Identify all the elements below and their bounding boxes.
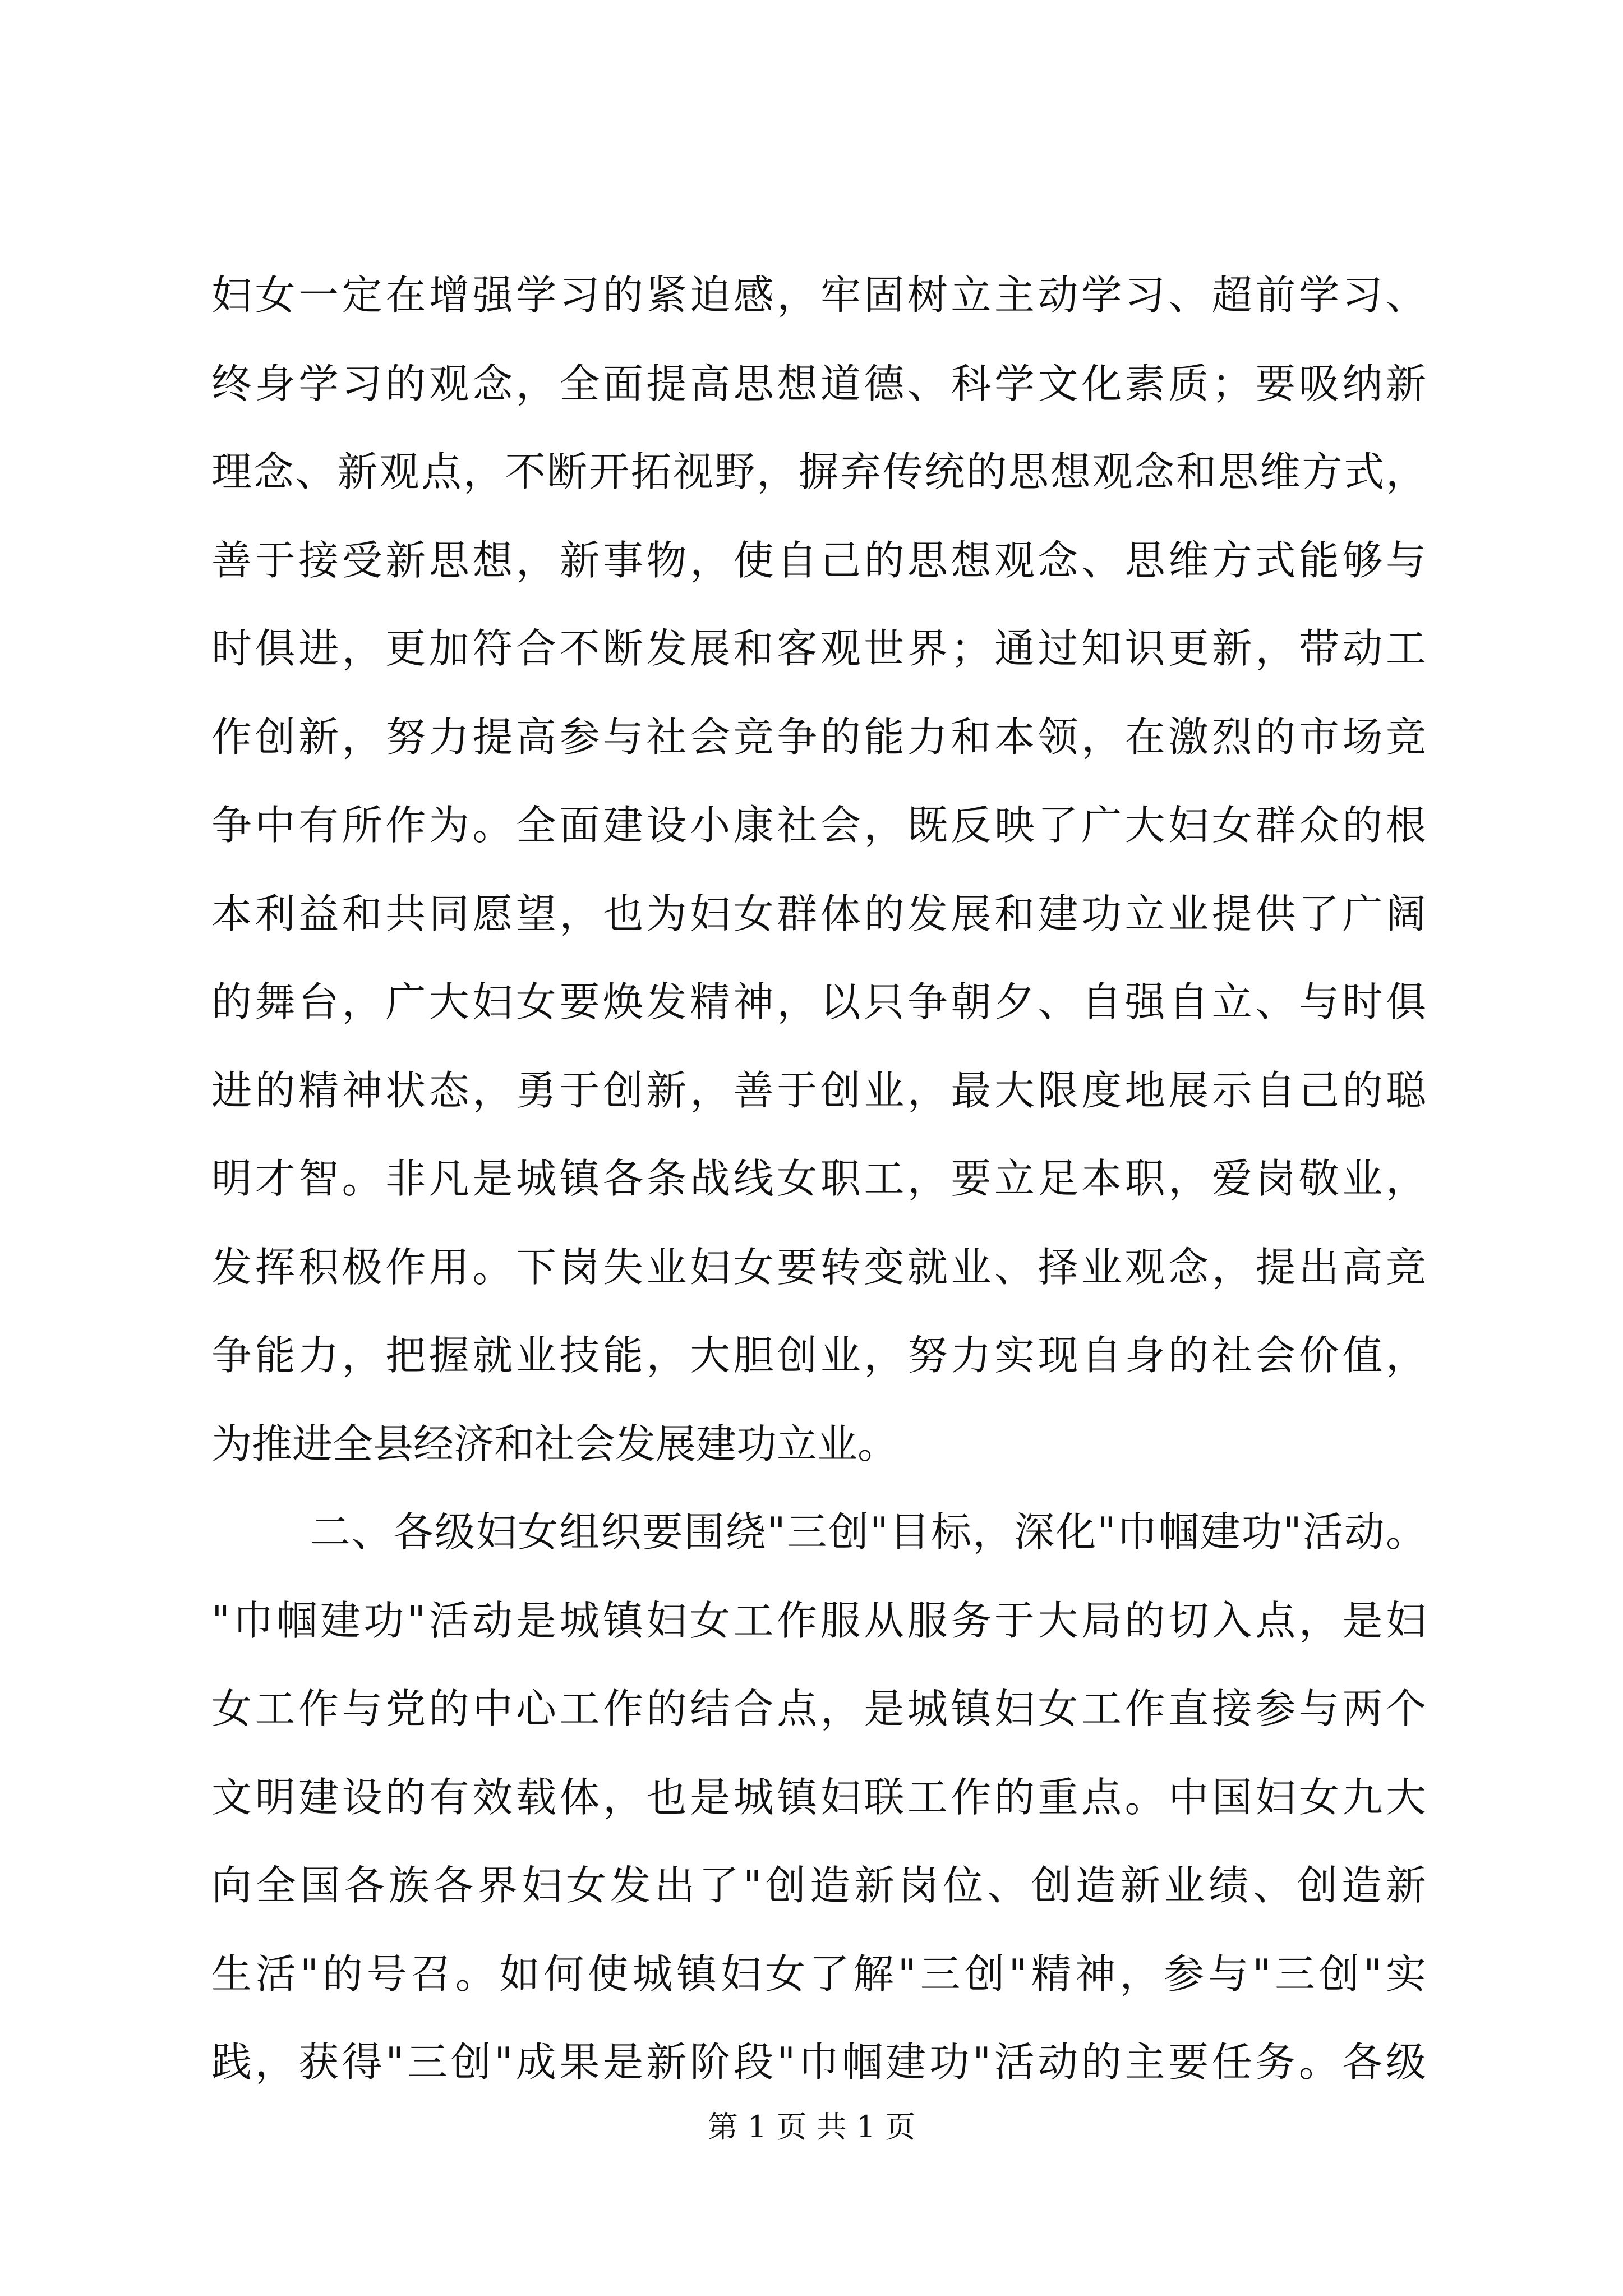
text-line: 争中有所作为。全面建设小康社会，既反映了广大妇女群众的根 (211, 802, 1426, 849)
text-line: 作创新，努力提高参与社会竞争的能力和本领，在激烈的市场竞 (211, 713, 1426, 761)
text-line: 善于接受新思想，新事物，使自己的思想观念、思维方式能够与 (211, 536, 1426, 584)
text-line: 终身学习的观念，全面提高思想道德、科学文化素质；要吸纳新 (211, 360, 1426, 407)
text-line: 时俱进，更加符合不断发展和客观世界；通过知识更新，带动工 (211, 625, 1426, 672)
text-line: 妇女一定在增强学习的紧迫感，牢固树立主动学习、超前学习、 (211, 272, 1426, 319)
text-line: 践，获得"三创"成果是新阶段"巾帼建功"活动的主要任务。各级 (211, 2039, 1426, 2086)
page-footer (0, 2105, 1623, 2150)
text-line: 生活"的号召。如何使城镇妇女了解"三创"精神，参与"三创"实 (211, 1950, 1426, 1998)
paragraph-end-line: 为推进全县经济和社会发展建功立业。 (211, 1420, 898, 1467)
text-line: 理念、新观点，不断开拓视野，摒弃传统的思想观念和思维方式， (211, 448, 1426, 495)
text-line: 进的精神状态，勇于创新，善于创业，最大限度地展示自己的聪 (211, 1066, 1426, 1114)
text-line: 明才智。非凡是城镇各条战线女职工，要立足本职，爱岗敬业， (211, 1155, 1426, 1202)
text-line: 文明建设的有效载体，也是城镇妇联工作的重点。中国妇女九大 (211, 1773, 1426, 1821)
text-line: 女工作与党的中心工作的结合点，是城镇妇女工作直接参与两个 (211, 1685, 1426, 1732)
text-line: 向全国各族各界妇女发出了"创造新岗位、创造新业绩、创造新 (211, 1862, 1426, 1909)
text-line: "巾帼建功"活动是城镇妇女工作服从服务于大局的切入点，是妇 (211, 1596, 1426, 1644)
section-heading-line: 二、各级妇女组织要围绕"三创"目标，深化"巾帼建功"活动。 (310, 1508, 1426, 1556)
text-line: 本利益和共同愿望，也为妇女群体的发展和建功立业提供了广阔 (211, 890, 1426, 937)
body-text (211, 251, 1426, 2107)
page-number: 第 1 页 共 1 页 (707, 2109, 916, 2145)
text-line: 争能力，把握就业技能，大胆创业，努力实现自身的社会价值， (211, 1332, 1426, 1379)
text-line: 发挥积极作用。下岗失业妇女要转变就业、择业观念，提出高竞 (211, 1243, 1426, 1291)
text-line: 的舞台，广大妇女要焕发精神，以只争朝夕、自强自立、与时俱 (211, 978, 1426, 1025)
